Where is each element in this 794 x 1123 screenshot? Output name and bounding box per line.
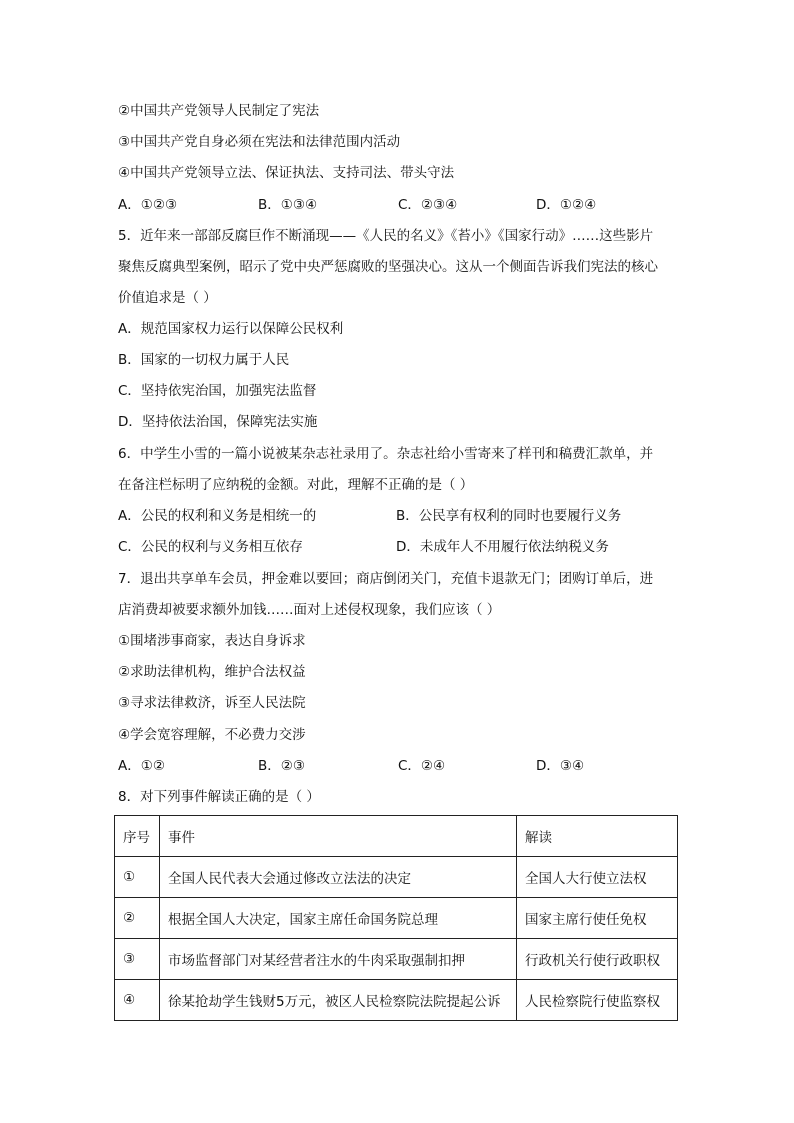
q5-option-b[interactable]: B．国家的一切权力属于人民 xyxy=(118,352,290,368)
q8-events-table xyxy=(114,815,678,1021)
row-index: ④ xyxy=(115,980,160,1021)
q6-stem-line-2: 在备注栏标明了应纳税的金额。对此，理解不正确的是（ ） xyxy=(118,477,474,493)
row-event: 根据全国人大决定，国家主席任命国务院总理 xyxy=(160,898,517,939)
table-row xyxy=(115,898,678,939)
table-row xyxy=(115,980,678,1021)
q7-option-a[interactable]: A．①② xyxy=(118,758,165,774)
q7-option-c[interactable]: C．②④ xyxy=(398,758,446,774)
q7-stem-line-2: 店消费却被要求额外加钱……面对上述侵权现象，我们应该（ ） xyxy=(118,602,501,618)
row-interpretation: 行政机关行使行政职权 xyxy=(517,939,678,980)
q7-options xyxy=(118,756,680,776)
q5-stem-line-2: 聚焦反腐典型案例，昭示了党中央严惩腐败的坚强决心。这从一个侧面告诉我们宪法的核心 xyxy=(118,259,658,275)
table-row xyxy=(115,857,678,898)
q6-stem-line-1: 6．中学生小雪的一篇小说被某杂志社录用了。杂志社给小雪寄来了样刊和稿费汇款单，并 xyxy=(118,446,654,462)
q5-option-c[interactable]: C．坚持依宪治国，加强宪法监督 xyxy=(118,383,317,399)
q5-option-a[interactable]: A．规范国家权力运行以保障公民权利 xyxy=(118,321,344,337)
q7-statement-4: ④学会宽容理解，不必费力交涉 xyxy=(118,727,306,743)
q7-option-d[interactable]: D．③④ xyxy=(536,758,585,774)
row-event: 市场监督部门对某经营者注水的牛肉采取强制扣押 xyxy=(160,939,517,980)
q6-option-c[interactable]: C．公民的权利与义务相互依存 xyxy=(118,539,303,555)
q7-stem-line-1: 7．退出共享单车会员，押金难以要回；商店倒闭关门，充值卡退款无门；团购订单后，进 xyxy=(118,571,654,587)
header-event: 事件 xyxy=(160,816,517,857)
q6-options-row-1 xyxy=(118,506,680,526)
q4-options xyxy=(118,195,680,215)
row-event: 徐某抢劫学生钱财5万元，被区人民检察院法院提起公诉 xyxy=(160,980,517,1021)
q4-option-b[interactable]: B．①③④ xyxy=(258,197,318,213)
header-index: 序号 xyxy=(115,816,160,857)
table-header-row xyxy=(115,816,678,857)
row-interpretation: 国家主席行使任免权 xyxy=(517,898,678,939)
row-index: ③ xyxy=(115,939,160,980)
q5-stem-line-1: 5．近年来一部部反腐巨作不断涌现——《人民的名义》《苔小》《国家行动》……这些影片 xyxy=(118,228,654,244)
q4-statement-3: ③中国共产党自身必须在宪法和法律范围内活动 xyxy=(118,134,401,150)
q7-option-b[interactable]: B．②③ xyxy=(258,758,305,774)
q5-stem-line-3: 价值追求是（ ） xyxy=(118,290,217,306)
q8-stem: 8．对下列事件解读正确的是（ ） xyxy=(118,789,320,805)
row-event: 全国人民代表大会通过修改立法法的决定 xyxy=(160,857,517,898)
q6-options-row-2 xyxy=(118,537,680,557)
q4-option-a[interactable]: A．①②③ xyxy=(118,197,178,213)
q4-statement-4: ④中国共产党领导立法、保证执法、支持司法、带头守法 xyxy=(118,165,455,181)
row-interpretation: 全国人大行使立法权 xyxy=(517,857,678,898)
table-row xyxy=(115,939,678,980)
q7-statement-3: ③寻求法律救济，诉至人民法院 xyxy=(118,695,306,711)
row-interpretation: 人民检察院行使监察权 xyxy=(517,980,678,1021)
q7-statement-2: ②求助法律机构，维护合法权益 xyxy=(118,664,306,680)
q6-option-b[interactable]: B．公民享有权利的同时也要履行义务 xyxy=(396,508,622,524)
q4-option-c[interactable]: C．②③④ xyxy=(398,197,458,213)
q4-statement-2: ②中国共产党领导人民制定了宪法 xyxy=(118,103,320,119)
q6-option-a[interactable]: A．公民的权利和义务是相统一的 xyxy=(118,508,317,524)
q6-option-d[interactable]: D．未成年人不用履行依法纳税义务 xyxy=(396,539,609,555)
row-index: ② xyxy=(115,898,160,939)
header-interpretation: 解读 xyxy=(517,816,678,857)
q4-option-d[interactable]: D．①②④ xyxy=(536,197,597,213)
q7-statement-1: ①围堵涉事商家，表达自身诉求 xyxy=(118,633,306,649)
row-index: ① xyxy=(115,857,160,898)
q5-option-d[interactable]: D．坚持依法治国，保障宪法实施 xyxy=(118,414,318,430)
